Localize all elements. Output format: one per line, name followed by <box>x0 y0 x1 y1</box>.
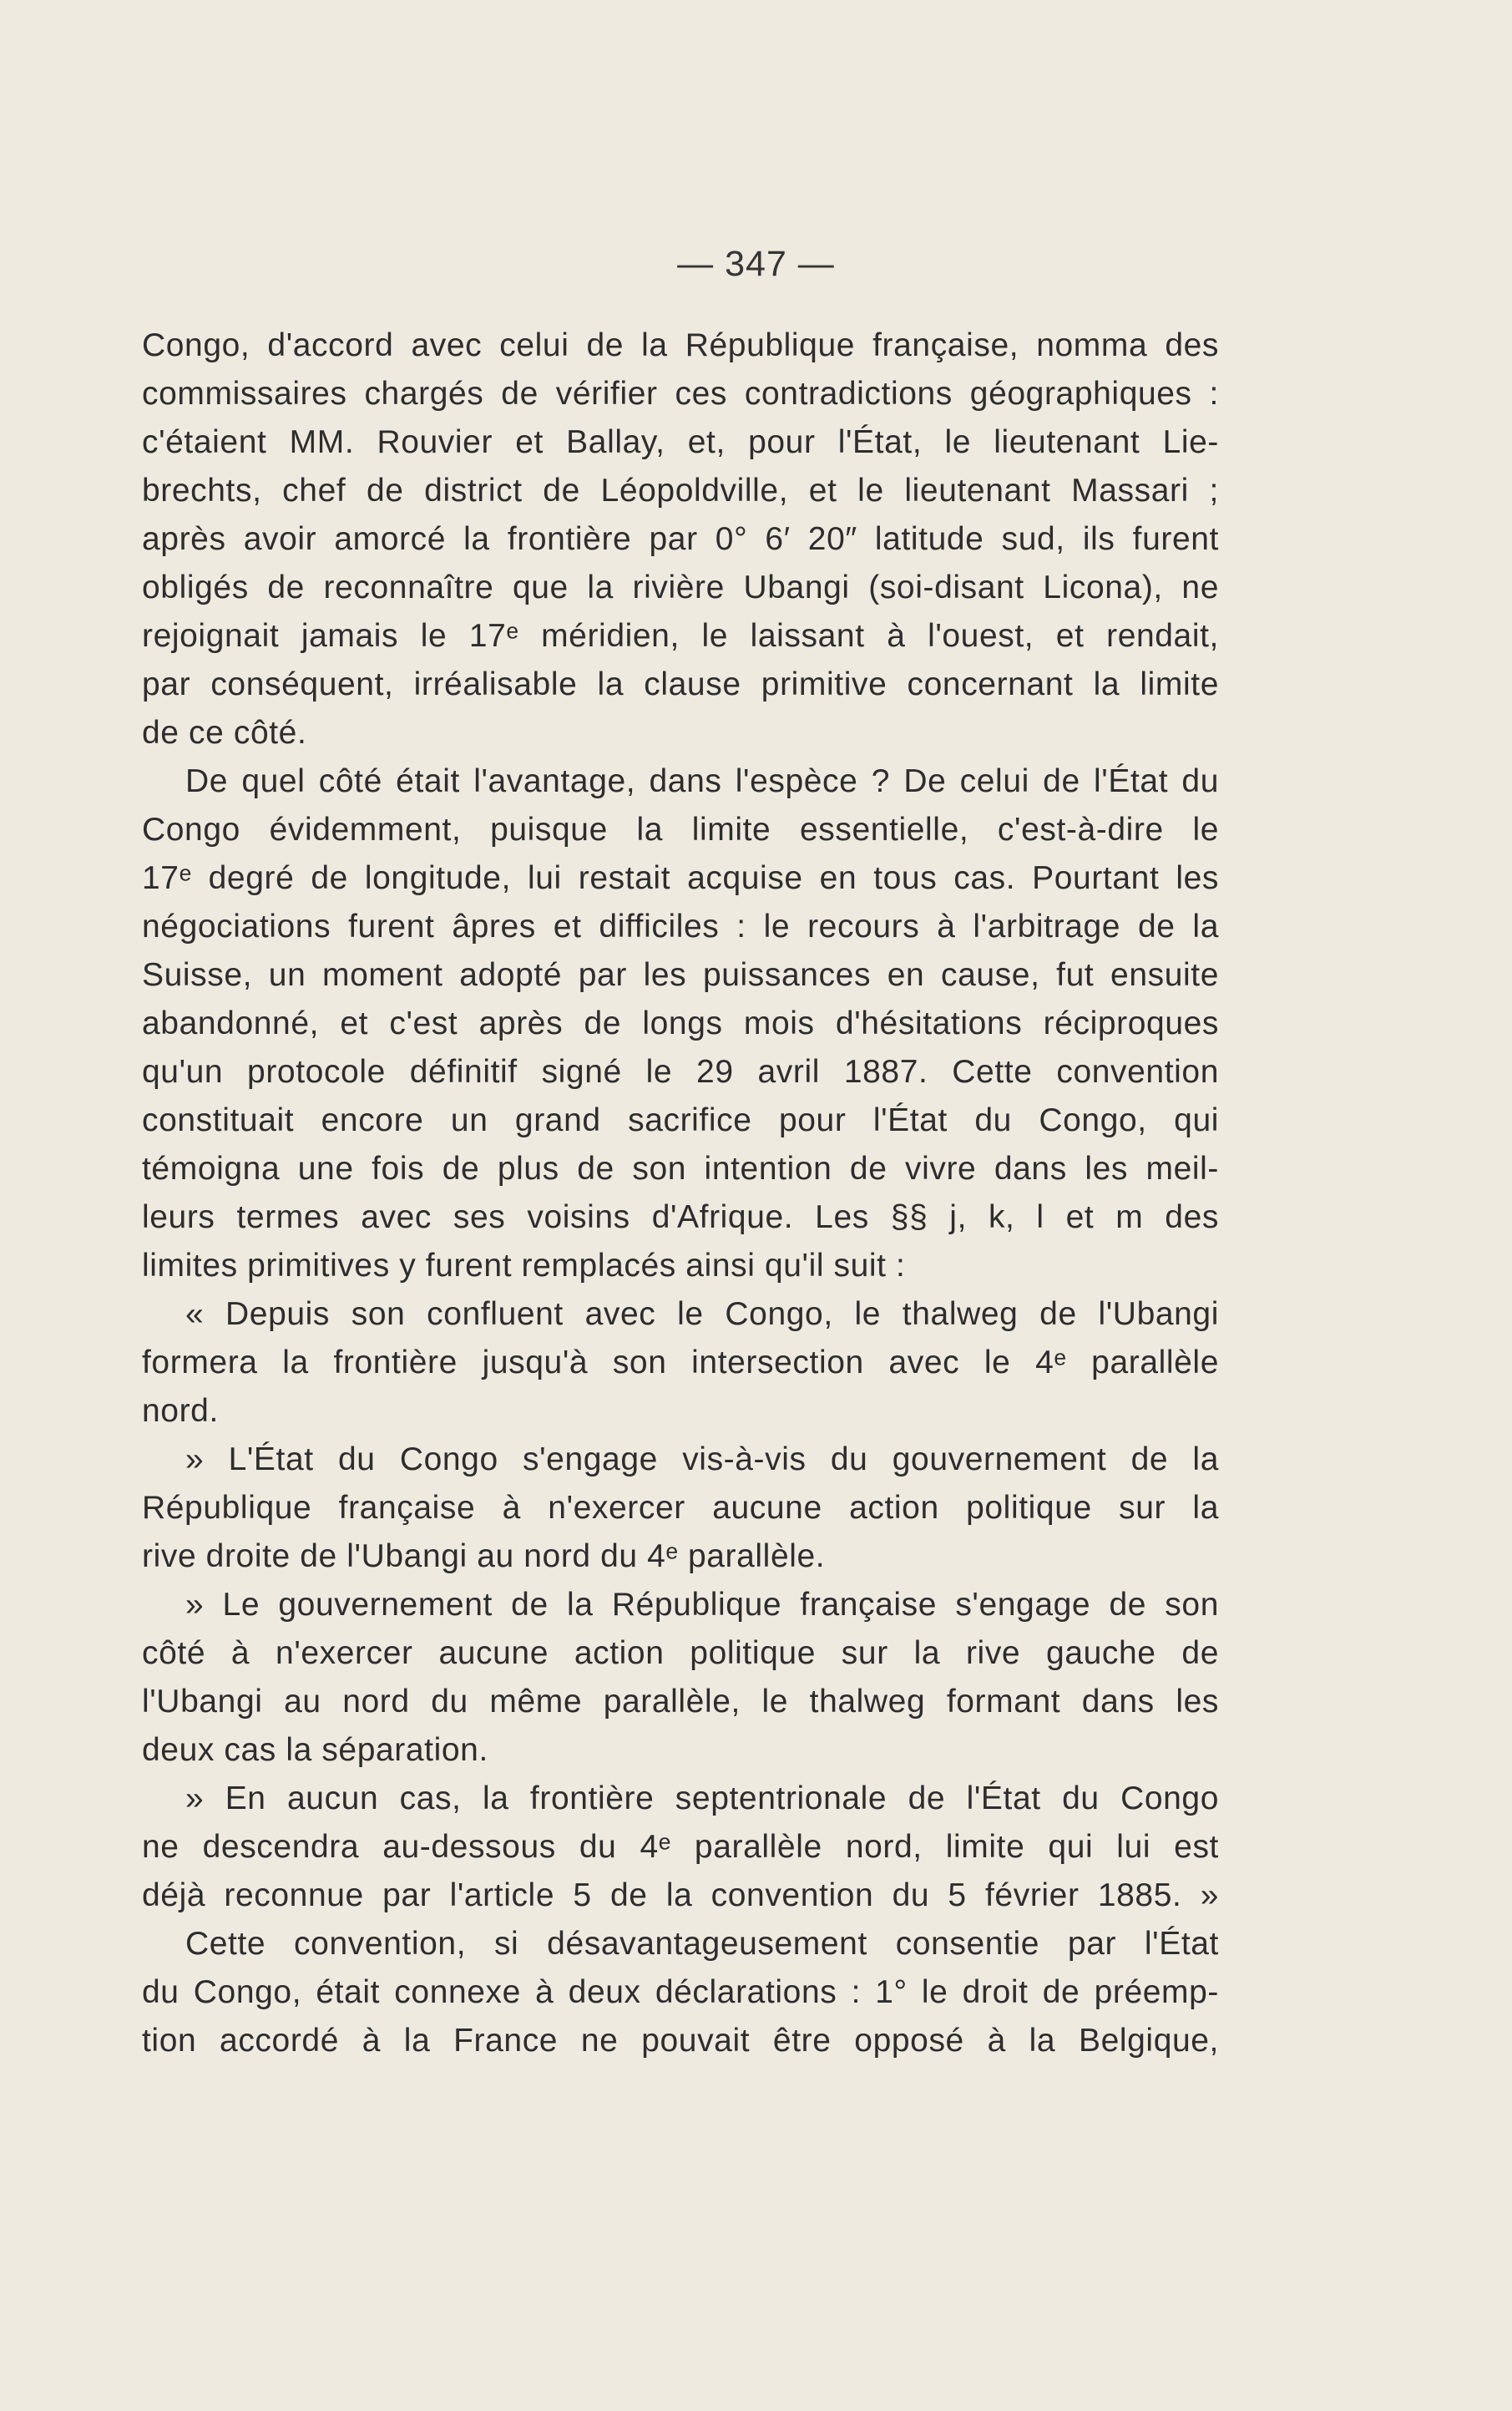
text-line: commissaires chargés de vérifier ces contradictions géographiques : <box>142 376 1219 412</box>
text-line: rive droite de l'Ubangi au nord du 4ᵉ parallèle. <box>142 1538 826 1574</box>
text-line: rejoignait jamais le 17ᵉ méridien, le laissant à l'ouest, et rendait, <box>142 618 1219 654</box>
text-line: deux cas la séparation. <box>142 1732 488 1768</box>
text-line: Congo évidemment, puisque la limite essentielle, c'est-à-dire le <box>142 812 1219 848</box>
text-line: limites primitives y furent remplacés ainsi qu'il suit : <box>142 1248 906 1284</box>
text-line: côté à n'exercer aucune action politique sur la rive gauche de <box>142 1635 1219 1671</box>
text-line: témoigna une fois de plus de son intention de vivre dans les meil- <box>142 1151 1219 1187</box>
text-line: leurs termes avec ses voisins d'Afrique. Les §§ j, k, l et m des <box>142 1199 1219 1235</box>
text-line: constituait encore un grand sacrifice pour l'État du Congo, qui <box>142 1102 1219 1138</box>
text-line: du Congo, était connexe à deux déclarations : 1° le droit de préemp- <box>142 1974 1219 2010</box>
text-line: après avoir amorcé la frontière par 0° 6′ 20″ latitude sud, ils furent <box>142 521 1219 557</box>
text-line: De quel côté était l'avantage, dans l'espèce ? De celui de l'État du <box>185 763 1219 799</box>
text-line: Congo, d'accord avec celui de la République française, nomma des <box>142 327 1219 363</box>
text-line: l'Ubangi au nord du même parallèle, le thalweg formant dans les <box>142 1684 1219 1720</box>
text-line: Suisse, un moment adopté par les puissances en cause, fut ensuite <box>142 957 1219 993</box>
body-text <box>142 322 1219 2065</box>
text-line: Cette convention, si désavantageusement consentie par l'État <box>185 1926 1219 1962</box>
text-line: abandonné, et c'est après de longs mois d'hésitations réciproques <box>142 1005 1219 1041</box>
text-line: c'étaient MM. Rouvier et Ballay, et, pour l'État, le lieutenant Lie- <box>142 424 1219 460</box>
text-line: nord. <box>142 1393 219 1429</box>
text-line: brechts, chef de district de Léopoldville, et le lieutenant Massari ; <box>142 473 1219 509</box>
text-line: par conséquent, irréalisable la clause primitive concernant la limite <box>142 666 1219 702</box>
text-line: ne descendra au-dessous du 4ᵉ parallèle nord, limite qui lui est <box>142 1829 1219 1865</box>
text-line: négociations furent âpres et difficiles : le recours à l'arbitrage de la <box>142 909 1219 945</box>
text-line: de ce côté. <box>142 715 307 751</box>
text-line: « Depuis son confluent avec le Congo, le thalweg de l'Ubangi <box>185 1296 1219 1332</box>
text-line: République française à n'exercer aucune action politique sur la <box>142 1490 1219 1526</box>
text-line: formera la frontière jusqu'à son intersection avec le 4ᵉ parallèle <box>142 1345 1219 1380</box>
text-line: » L'État du Congo s'engage vis-à-vis du gouvernement de la <box>185 1441 1219 1477</box>
text-line: obligés de reconnaître que la rivière Ubangi (soi-disant Licona), ne <box>142 570 1219 605</box>
text-line: qu'un protocole définitif signé le 29 avril 1887. Cette convention <box>142 1054 1219 1090</box>
text-line: 17ᵉ degré de longitude, lui restait acquise en tous cas. Pourtant les <box>142 860 1219 896</box>
page-number: — 347 — <box>677 244 835 284</box>
text-line: déjà reconnue par l'article 5 de la convention du 5 février 1885. » <box>142 1877 1219 1913</box>
text-line: » Le gouvernement de la République française s'engage de son <box>185 1587 1219 1623</box>
text-line: tion accordé à la France ne pouvait être opposé à la Belgique, <box>142 2023 1219 2059</box>
text-line: » En aucun cas, la frontière septentrionale de l'État du Congo <box>185 1780 1219 1816</box>
